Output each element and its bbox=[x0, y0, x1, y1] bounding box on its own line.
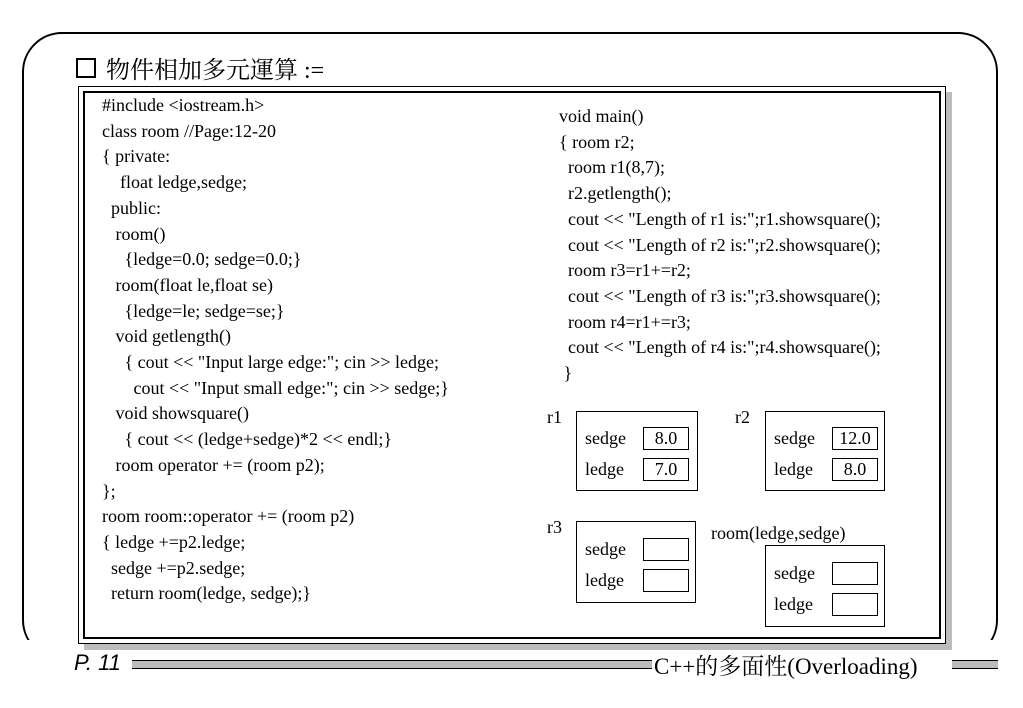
field-value-ledge bbox=[643, 569, 689, 592]
code-line: return room(ledge, sedge);} bbox=[102, 583, 312, 604]
field-value-ledge: 8.0 bbox=[832, 458, 878, 481]
code-line: sedge +=p2.sedge; bbox=[102, 557, 246, 578]
code-line: void main() bbox=[559, 106, 644, 126]
code-line: room(float le,float se) bbox=[102, 274, 273, 295]
slide-title-row bbox=[76, 50, 324, 85]
code-line: { cout << (ledge+sedge)*2 << endl;} bbox=[102, 429, 392, 450]
object-label-r3: r3 bbox=[547, 517, 562, 537]
field-value-sedge: 12.0 bbox=[832, 427, 878, 450]
field-row-sedge bbox=[774, 427, 878, 450]
code-line: cout << "Input small edge:"; cin >> sedge;} bbox=[102, 377, 449, 398]
field-label-sedge: sedge bbox=[585, 539, 626, 559]
object-label-temp: room(ledge,sedge) bbox=[711, 523, 846, 543]
code-line: room r3=r1+=r2; bbox=[559, 260, 691, 281]
code-line: #include <iostream.h> bbox=[102, 95, 265, 115]
code-panel bbox=[78, 86, 946, 644]
field-row-ledge bbox=[585, 458, 689, 481]
code-line: cout << "Length of r3 is:";r3.showsquare(); bbox=[559, 285, 881, 306]
field-value-sedge: 8.0 bbox=[643, 427, 689, 450]
code-line: void showsquare() bbox=[102, 403, 249, 424]
field-label-sedge: sedge bbox=[774, 428, 815, 448]
footer-title: C++的多面性(Overloading) bbox=[654, 654, 918, 679]
field-row-ledge bbox=[585, 569, 689, 592]
code-line: {ledge=0.0; sedge=0.0;} bbox=[102, 249, 302, 270]
page-number: P. 11 bbox=[74, 650, 121, 675]
object-label-r2: r2 bbox=[735, 407, 750, 427]
field-row-ledge bbox=[774, 593, 878, 616]
field-value-ledge: 7.0 bbox=[643, 458, 689, 481]
field-label-ledge: ledge bbox=[585, 570, 624, 590]
code-panel-inner bbox=[83, 91, 941, 639]
object-box-r2 bbox=[765, 411, 885, 491]
code-line: { room r2; bbox=[559, 131, 635, 152]
object-label-r1: r1 bbox=[547, 407, 562, 427]
field-label-ledge: ledge bbox=[585, 459, 624, 479]
main-code-listing bbox=[559, 104, 881, 387]
code-line: public: bbox=[102, 197, 161, 218]
code-line: void getlength() bbox=[102, 326, 231, 347]
field-value-sedge bbox=[832, 562, 878, 585]
code-line: }; bbox=[102, 480, 116, 501]
code-line: cout << "Length of r1 is:";r1.showsquare(); bbox=[559, 208, 881, 229]
code-line: class room //Page:12-20 bbox=[102, 120, 276, 141]
field-label-sedge: sedge bbox=[585, 428, 626, 448]
code-line: room() bbox=[102, 223, 166, 244]
code-line: cout << "Length of r2 is:";r2.showsquare(); bbox=[559, 234, 881, 255]
class-code-listing bbox=[102, 93, 449, 607]
code-line: } bbox=[559, 363, 573, 384]
field-label-ledge: ledge bbox=[774, 459, 813, 479]
code-line: cout << "Length of r4 is:";r4.showsquare(); bbox=[559, 337, 881, 358]
footer-bar-left bbox=[132, 660, 652, 669]
field-label-ledge: ledge bbox=[774, 594, 813, 614]
code-line: {ledge=le; sedge=se;} bbox=[102, 300, 285, 321]
field-row-sedge bbox=[585, 427, 689, 450]
code-line: { private: bbox=[102, 146, 171, 167]
code-line: room operator += (room p2); bbox=[102, 454, 325, 475]
checkbox-bullet-icon bbox=[76, 58, 96, 78]
code-line: room room::operator += (room p2) bbox=[102, 506, 355, 527]
code-line: float ledge,sedge; bbox=[102, 172, 247, 193]
object-box-r1 bbox=[576, 411, 698, 491]
slide-title: 物件相加多元運算 := bbox=[106, 58, 325, 84]
field-row-sedge bbox=[585, 538, 689, 561]
field-label-sedge: sedge bbox=[774, 563, 815, 583]
code-line: room r1(8,7); bbox=[559, 157, 665, 178]
footer-bar-right bbox=[952, 660, 998, 669]
code-line: { cout << "Input large edge:"; cin >> ledge; bbox=[102, 352, 440, 373]
code-line: r2.getlength(); bbox=[559, 183, 672, 204]
code-line: room r4=r1+=r3; bbox=[559, 311, 691, 332]
field-value-sedge bbox=[643, 538, 689, 561]
object-box-r3 bbox=[576, 521, 696, 603]
field-row-sedge bbox=[774, 562, 878, 585]
field-row-ledge bbox=[774, 458, 878, 481]
code-line: { ledge +=p2.ledge; bbox=[102, 531, 246, 552]
field-value-ledge bbox=[832, 593, 878, 616]
object-box-temp bbox=[765, 545, 885, 627]
